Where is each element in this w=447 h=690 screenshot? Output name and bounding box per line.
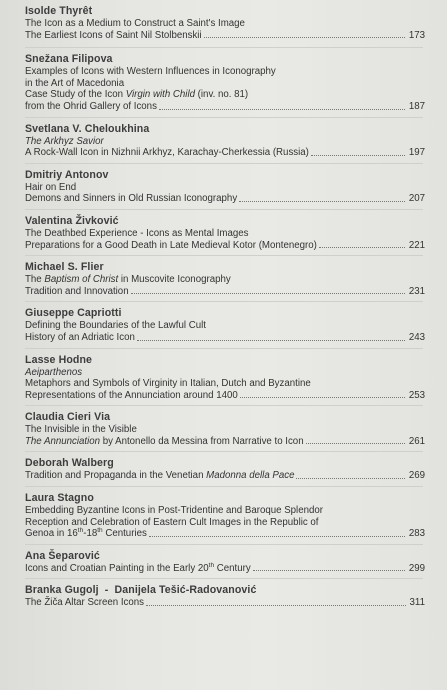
superscript: th xyxy=(208,561,215,569)
entry-author: Valentina Živković xyxy=(25,214,119,227)
entry-title-text xyxy=(25,528,147,540)
entry-title-text: Representations of the Annunciation around 1400 xyxy=(25,389,238,401)
entry-title-italic: Madonna della Pace xyxy=(206,470,295,482)
superscript: th xyxy=(97,527,103,535)
divider xyxy=(25,405,423,406)
entry-title-italic: The Annunciation xyxy=(25,435,101,447)
divider xyxy=(25,47,423,48)
toc-entry xyxy=(25,169,425,205)
divider xyxy=(25,255,423,256)
entry-title-text: Genoa in 16 xyxy=(25,528,78,540)
entry-page-number: 207 xyxy=(408,193,425,205)
divider xyxy=(25,348,423,349)
entry-title-text: The Žiča Altar Screen Icons xyxy=(25,597,144,609)
entry-page-number: 173 xyxy=(408,29,425,41)
entry-title-text: History of an Adriatic Icon xyxy=(25,331,135,343)
entry-title-last-line xyxy=(25,597,425,609)
entry-page-number: 283 xyxy=(408,528,425,540)
toc-entry xyxy=(25,411,425,447)
entry-title-text: in Muscovite Iconography xyxy=(118,274,231,286)
divider xyxy=(25,451,423,452)
entry-page-number: 311 xyxy=(409,597,425,609)
divider xyxy=(25,544,423,545)
entry-author: Ana Šeparović xyxy=(25,549,100,562)
entry-title-text: Demons and Sinners in Old Russian Iconography xyxy=(25,193,238,205)
entry-author: Laura Stagno xyxy=(25,492,94,505)
entry-author: Michael S. Flier xyxy=(25,261,104,274)
toc-entry xyxy=(25,354,425,402)
entry-title-line: in the Art of Macedonia xyxy=(25,77,125,89)
entry-title-text xyxy=(25,436,304,448)
toc-entry xyxy=(25,123,425,159)
entry-title-text xyxy=(25,563,251,575)
entry-title-last-line xyxy=(25,390,425,402)
divider xyxy=(25,486,423,487)
dot-leader xyxy=(240,396,405,398)
toc-entry xyxy=(25,215,425,251)
entry-author: Giuseppe Capriotti xyxy=(25,307,122,320)
entry-title-line: Reception and Celebration of Eastern Cult Images in the Republic of xyxy=(25,516,319,528)
entry-title-text: from the Ohrid Gallery of Icons xyxy=(25,100,157,112)
entry-page-number: 243 xyxy=(408,331,425,343)
entry-page-number: 221 xyxy=(408,239,425,251)
entry-title-line: The Icon as a Medium to Construct a Saint's Image xyxy=(25,18,245,29)
entry-title-text: by Antonello da Messina from Narrative to Icon xyxy=(100,435,304,447)
toc-entry xyxy=(25,0,425,41)
entry-author: Branka Gugolj - Danijela Tešić-Radovanović xyxy=(25,584,257,597)
entry-title-italic: Virgin with Child xyxy=(125,89,195,101)
entry-page-number: 299 xyxy=(408,562,425,574)
entry-title-line: The Invisible in the Visible xyxy=(25,424,137,436)
divider xyxy=(25,163,423,164)
entry-title-last-line xyxy=(25,30,425,42)
toc-entry xyxy=(25,307,425,343)
entry-page-number: 187 xyxy=(408,100,425,112)
entry-author: Lasse Hodne xyxy=(25,353,93,366)
entry-title-text xyxy=(25,470,294,482)
dot-leader xyxy=(149,535,405,537)
entry-title-last-line xyxy=(25,147,425,159)
entry-page-number: 231 xyxy=(408,285,425,297)
entry-title-last-line xyxy=(25,563,425,575)
entry-title-text: Tradition and Propaganda in the Venetian xyxy=(25,470,207,482)
dot-leader xyxy=(204,36,405,38)
dot-leader xyxy=(137,339,405,341)
dot-leader xyxy=(131,292,405,294)
entry-title-line: Metaphors and Symbols of Virginity in Italian, Dutch and Byzantine xyxy=(25,378,311,390)
entry-author: Claudia Cieri Via xyxy=(25,411,111,424)
entry-title-text: Century xyxy=(214,562,251,574)
entry-title-text: A Rock-Wall Icon in Nizhnii Arkhyz, Karachay-Cherkessia (Russia) xyxy=(25,147,309,159)
entry-author: Dmitriy Antonov xyxy=(25,168,109,181)
dot-leader xyxy=(146,604,406,606)
entry-page-number: 269 xyxy=(408,470,425,482)
entry-author: Isolde Thyrêt xyxy=(25,5,93,17)
entry-title-line: Hair on End xyxy=(25,181,77,193)
entry-title-line: Examples of Icons with Western Influences in Iconography xyxy=(25,66,276,78)
entry-title-last-line xyxy=(25,101,425,113)
entry-title-text: -18 xyxy=(83,528,98,540)
entry-title-text: Case Study of the Icon xyxy=(25,89,126,101)
divider xyxy=(25,209,423,210)
toc-entry xyxy=(25,53,425,112)
toc-entry xyxy=(25,584,425,609)
entry-title-text: Preparations for a Good Death in Late Medieval Kotor (Montenegro) xyxy=(25,239,317,251)
entry-title-text: (inv. no. 81) xyxy=(194,89,249,101)
entry-title-line: The Deathbed Experience - Icons as Mental Images xyxy=(25,227,249,239)
entry-title-italic: Baptism of Christ xyxy=(44,274,119,286)
entry-page-number: 197 xyxy=(408,147,425,159)
entry-title-line: Embedding Byzantine Icons in Post-Tridentine and Baroque Splendor xyxy=(25,505,323,517)
toc-entry xyxy=(25,550,425,575)
dot-leader xyxy=(306,442,405,444)
toc-entry xyxy=(25,261,425,297)
superscript: th xyxy=(77,527,84,535)
entry-title-last-line xyxy=(25,470,425,482)
dot-leader xyxy=(311,154,405,156)
entry-title-text: The Earliest Icons of Saint Nil Stolbenskii xyxy=(25,29,202,41)
entry-title-text: The xyxy=(25,274,45,286)
entry-title-text: Icons and Croatian Painting in the Early 20 xyxy=(25,562,209,574)
entry-title-line xyxy=(25,89,425,101)
entry-title-text: Centuries xyxy=(102,528,147,540)
dot-leader xyxy=(253,569,405,571)
entry-title-last-line xyxy=(25,528,425,540)
entry-title-text: Tradition and Innovation xyxy=(25,285,129,297)
toc-entry xyxy=(25,492,425,540)
entry-title-line xyxy=(25,274,425,286)
entry-author: Snežana Filipova xyxy=(25,53,113,66)
table-of-contents xyxy=(25,0,425,609)
entry-title-last-line xyxy=(25,286,425,298)
entry-title-line: The Arkhyz Savior xyxy=(25,135,104,147)
entry-title-last-line xyxy=(25,436,425,448)
entry-title-line: Defining the Boundaries of the Lawful Cult xyxy=(25,320,206,332)
dot-leader xyxy=(296,477,404,479)
dot-leader xyxy=(319,246,405,248)
entry-author: Svetlana V. Cheloukhina xyxy=(25,122,150,135)
dot-leader xyxy=(159,108,405,110)
divider xyxy=(25,578,423,579)
dot-leader xyxy=(239,200,405,202)
entry-title-last-line xyxy=(25,193,425,205)
entry-title-line: Aeiparthenos xyxy=(25,366,83,378)
entry-page-number: 261 xyxy=(408,435,425,447)
entry-page-number: 253 xyxy=(408,389,425,401)
entry-title-last-line xyxy=(25,332,425,344)
toc-entry xyxy=(25,457,425,482)
entry-title-last-line xyxy=(25,240,425,252)
entry-author: Deborah Walberg xyxy=(25,457,114,470)
divider xyxy=(25,117,423,118)
divider xyxy=(25,301,423,302)
